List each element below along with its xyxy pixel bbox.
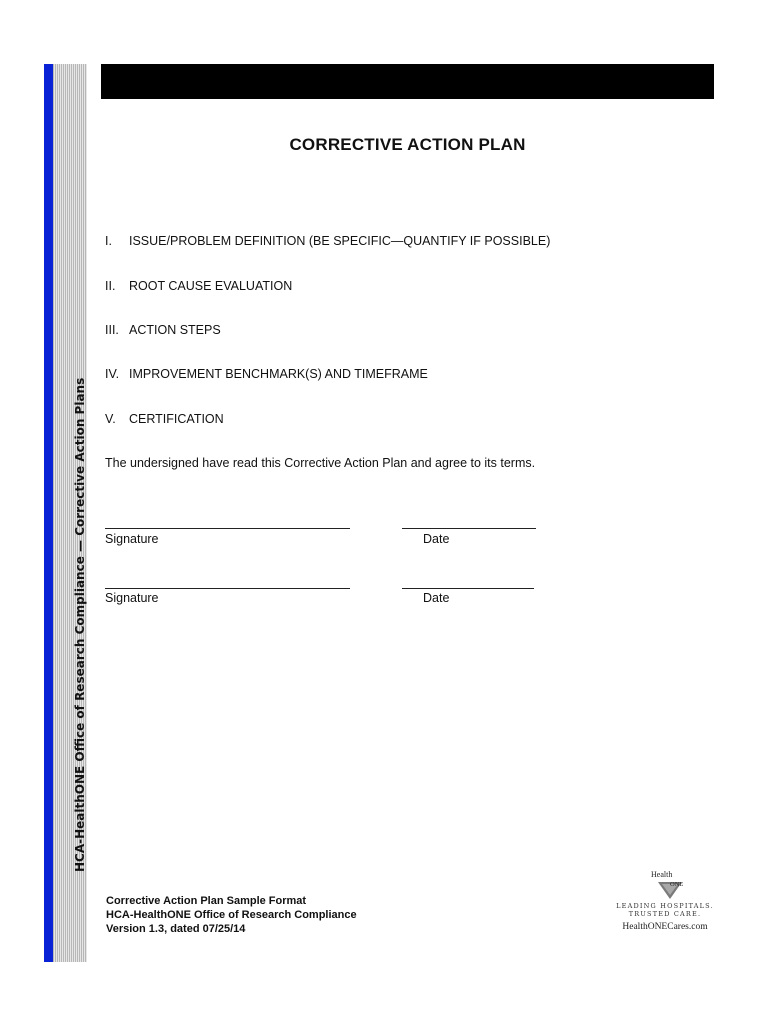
logo-mark-text-health: Health (651, 870, 673, 879)
footer-line-office: HCA-HealthONE Office of Research Compliance (106, 909, 357, 921)
section-action-steps (105, 323, 221, 337)
header-black-bar (101, 64, 714, 99)
section-number: III. (105, 323, 119, 337)
section-issue-definition (105, 234, 550, 248)
logo-tagline-line-2: TRUSTED CARE. (628, 910, 702, 918)
section-label: IMPROVEMENT BENCHMARK(S) AND TIMEFRAME (129, 367, 428, 381)
section-label: CERTIFICATION (129, 412, 224, 426)
left-blue-stripe (44, 64, 53, 962)
document-footer (106, 894, 357, 936)
healthone-mark-icon (648, 868, 688, 900)
section-number: IV. (105, 367, 120, 381)
date-label-2: Date (423, 591, 450, 605)
logo-tagline (610, 902, 720, 918)
sidebar-vertical-title: HCA-HealthONE Office of Research Compliance — Corrective Action Plans (73, 377, 87, 872)
date-line-1[interactable] (402, 528, 536, 529)
section-number: I. (105, 234, 112, 248)
footer-line-version: Version 1.3, dated 07/25/14 (106, 923, 246, 935)
logo-tagline-line-1: LEADING HOSPITALS. (616, 902, 714, 910)
date-line-2[interactable] (402, 588, 534, 589)
section-number: II. (105, 279, 116, 293)
section-certification (105, 412, 224, 426)
logo-mark-text-one: ONE (670, 881, 684, 888)
section-improvement-benchmarks (105, 367, 428, 381)
section-label: ACTION STEPS (129, 323, 221, 337)
section-label: ISSUE/PROBLEM DEFINITION (BE SPECIFIC—QUANTIFY IF POSSIBLE) (129, 234, 551, 248)
signature-label-1: Signature (105, 532, 159, 546)
logo-url: HealthONECares.com (622, 922, 708, 932)
footer-line-title: Corrective Action Plan Sample Format (106, 895, 307, 907)
signature-line-2[interactable] (105, 588, 350, 589)
certification-statement: The undersigned have read this Corrective Action Plan and agree to its terms. (105, 456, 536, 470)
page-title: CORRECTIVE ACTION PLAN (289, 135, 526, 154)
date-label-1: Date (423, 532, 450, 546)
section-label: ROOT CAUSE EVALUATION (129, 279, 293, 293)
signature-line-1[interactable] (105, 528, 350, 529)
section-number: V. (105, 412, 116, 426)
signature-label-2: Signature (105, 591, 159, 605)
healthone-logo (610, 868, 720, 938)
section-root-cause (105, 279, 292, 293)
